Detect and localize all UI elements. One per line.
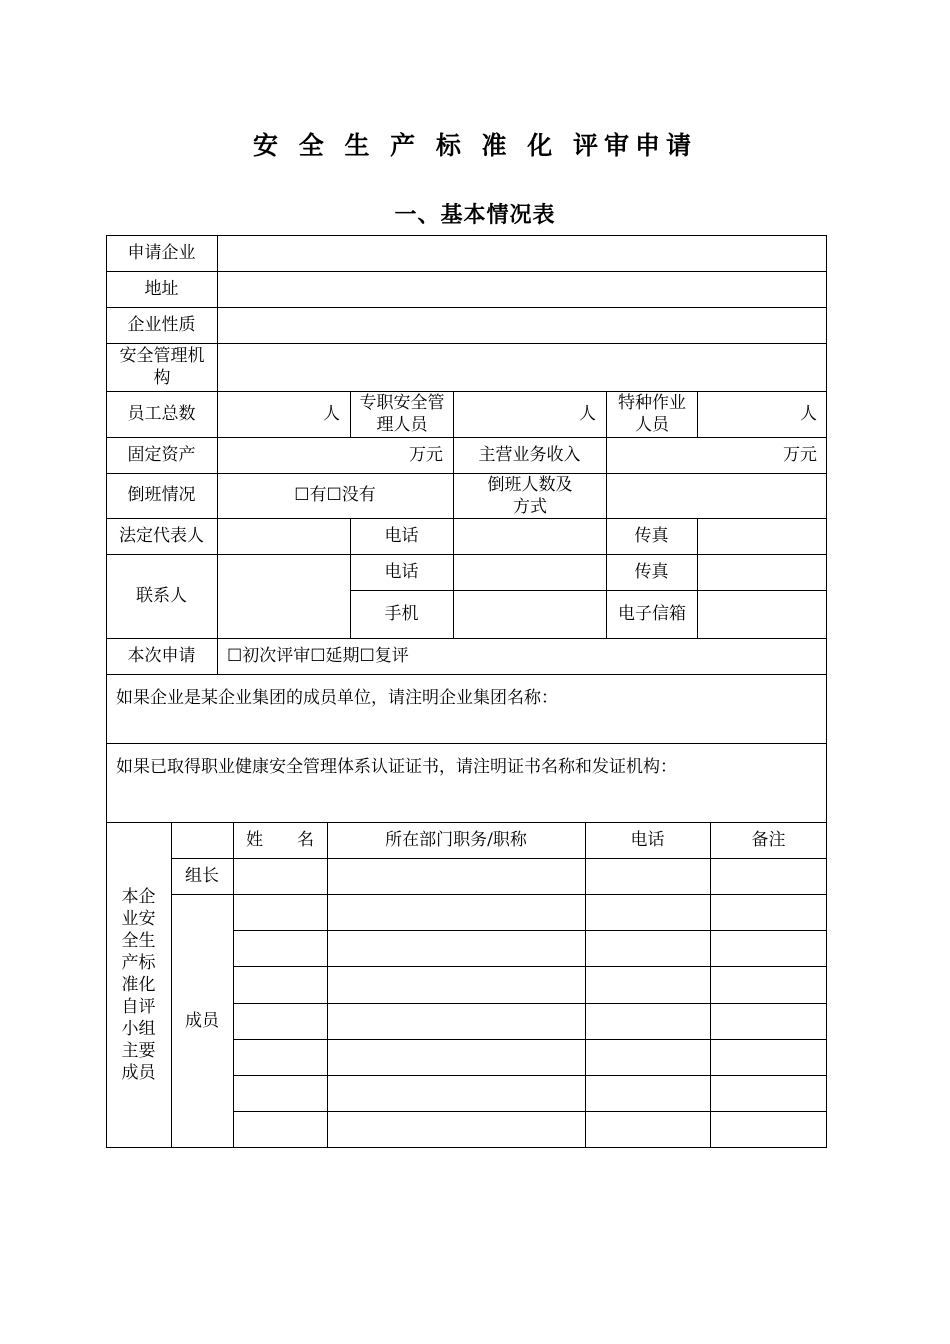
nature-field[interactable]	[217, 307, 827, 343]
special-ops-unit: 人	[800, 403, 817, 424]
contact-phone-field[interactable]	[453, 554, 606, 590]
application-options[interactable]: ☐初次评审☐延期☐复评	[227, 645, 409, 666]
employees-field[interactable]	[217, 391, 350, 437]
member-label: 成员	[185, 1010, 219, 1031]
header-remark: 备注	[751, 829, 786, 850]
address-label: 地址	[144, 278, 179, 299]
team-section-label	[106, 822, 171, 1148]
fixed-assets-unit: 万元	[409, 444, 443, 465]
legal-rep-phone-label: 电话	[384, 525, 419, 546]
nature-label: 企业性质	[127, 314, 196, 335]
legal-rep-fax-label: 传真	[634, 525, 669, 546]
fulltime-safety-label: 专职安全管理人员	[359, 393, 445, 435]
applicant-label: 申请企业	[127, 242, 196, 263]
contact-fax-label: 传真	[634, 561, 669, 582]
shift-count-field[interactable]	[606, 473, 827, 518]
employees-unit: 人	[323, 403, 340, 424]
contact-phone-label: 电话	[384, 561, 419, 582]
applicant-field[interactable]	[217, 235, 827, 271]
fulltime-safety-unit: 人	[579, 403, 596, 424]
shift-options[interactable]: ☐有☐没有	[294, 485, 376, 505]
page-title: 安 全 生 产 标 准 化 评审申请	[253, 131, 697, 160]
contact-mobile-label: 手机	[384, 603, 419, 624]
legal-rep-label: 法定代表人	[119, 525, 204, 546]
contact-field[interactable]	[217, 554, 350, 638]
address-field[interactable]	[217, 271, 827, 307]
section-title: 一、基本情况表	[394, 202, 556, 228]
application-label: 本次申请	[127, 645, 196, 666]
fixed-assets-label: 固定资产	[127, 444, 196, 465]
header-name: 姓 名	[246, 829, 314, 850]
legal-rep-fax-field[interactable]	[697, 518, 827, 554]
contact-label: 联系人	[136, 585, 187, 606]
header-phone: 电话	[630, 829, 665, 850]
cert-note[interactable]: 如果已取得职业健康安全管理体系认证证书，请注明证书名称和发证机构：	[116, 757, 677, 777]
special-ops-label: 特种作业人员	[618, 393, 686, 435]
main-revenue-label: 主营业务收入	[478, 444, 581, 465]
main-revenue-unit: 万元	[783, 444, 817, 465]
leader-label: 组长	[185, 865, 219, 886]
employees-label: 员工总数	[127, 403, 196, 424]
main-revenue-field[interactable]	[606, 437, 827, 473]
legal-rep-field[interactable]	[217, 518, 350, 554]
header-dept: 所在部门职务/职称	[385, 829, 527, 850]
fulltime-safety-field[interactable]	[453, 391, 606, 437]
contact-email-field[interactable]	[697, 590, 827, 638]
group-note[interactable]: 如果企业是某企业集团的成员单位，请注明企业集团名称：	[116, 688, 558, 708]
safety-org-label: 安全管理机构	[119, 346, 205, 388]
shift-label: 倒班情况	[127, 485, 196, 505]
contact-email-label: 电子信箱	[618, 604, 686, 624]
contact-mobile-field[interactable]	[453, 590, 606, 638]
safety-org-field[interactable]	[217, 343, 827, 391]
special-ops-field[interactable]	[697, 391, 827, 437]
legal-rep-phone-field[interactable]	[453, 518, 606, 554]
shift-count-label: 倒班人数及方式	[487, 474, 573, 517]
basic-info-form	[106, 235, 827, 1148]
fixed-assets-field[interactable]	[217, 437, 453, 473]
contact-fax-field[interactable]	[697, 554, 827, 590]
team-section-label-text: 本企业安全生产标准化自评小组主要成员	[121, 887, 156, 1083]
